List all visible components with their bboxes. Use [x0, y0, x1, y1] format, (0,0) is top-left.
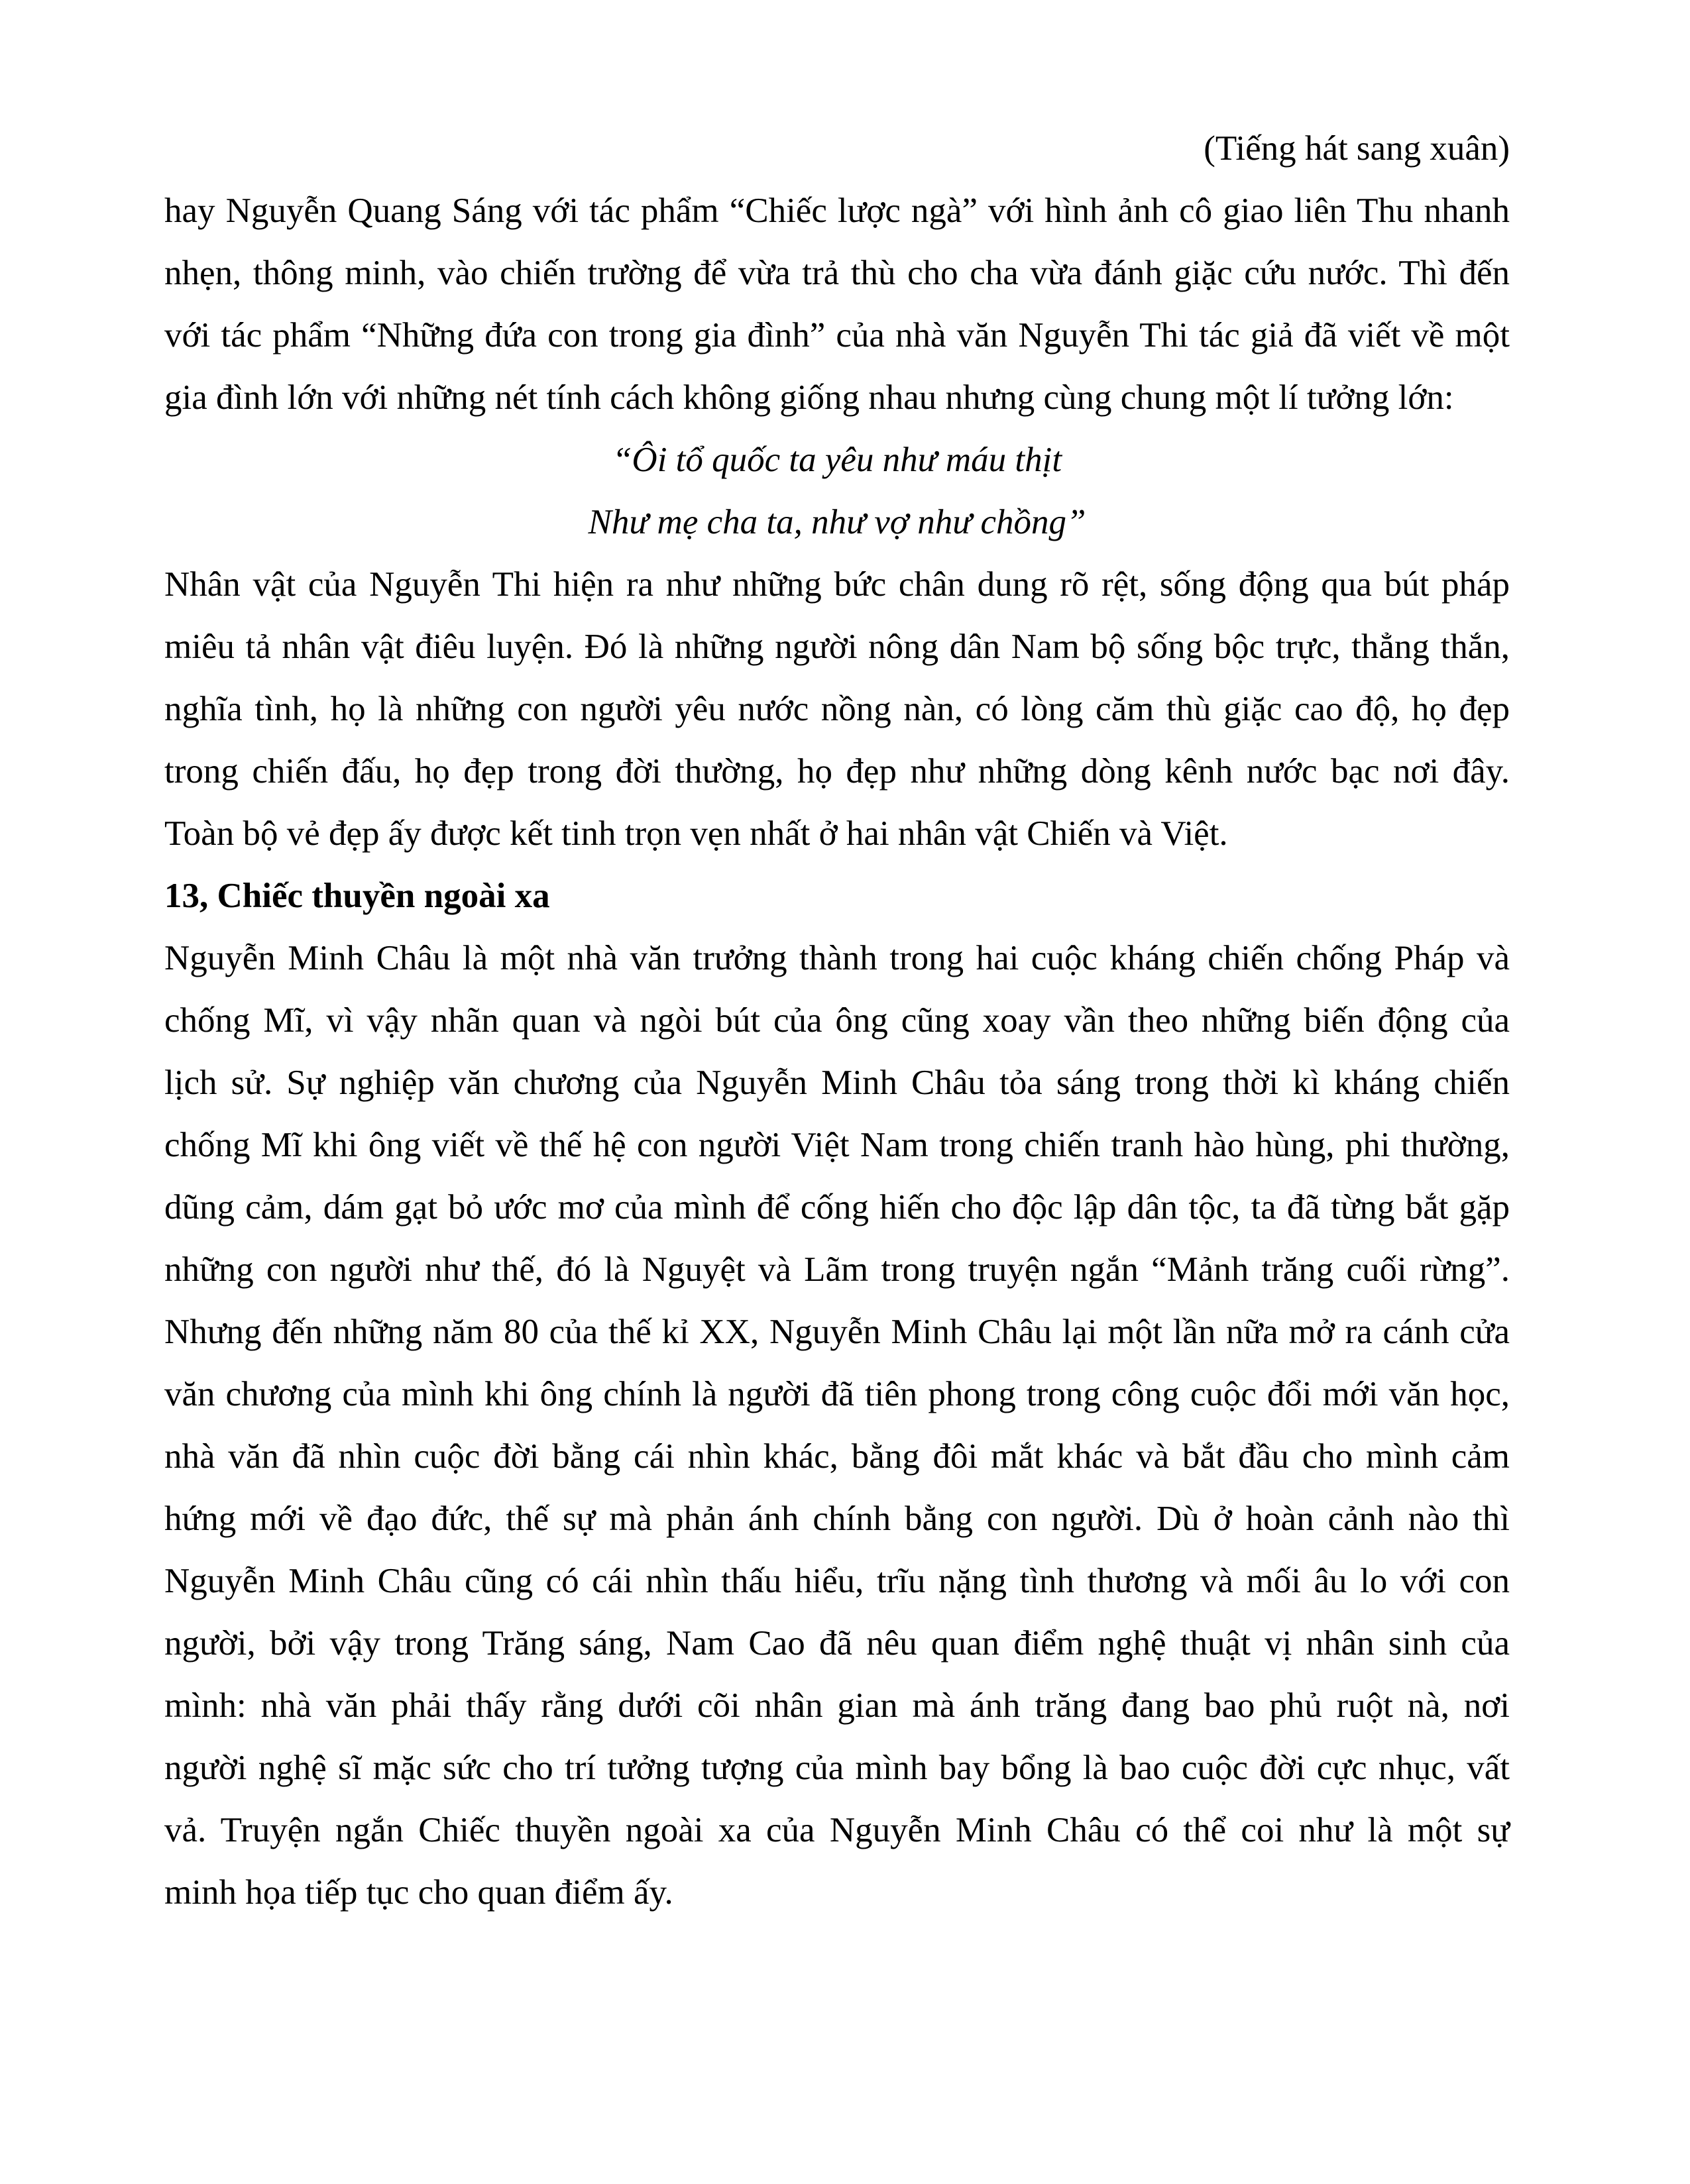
text-line: Nhưng đến những năm 80 của thế kỉ XX, Nguyễn Minh Châu lại một lần nữa mở ra cánh cửa — [164, 1313, 1510, 1351]
attribution-line: (Tiếng hát sang xuân) — [1204, 129, 1510, 168]
text-line: nghĩa tình, họ là những con người yêu nước nồng nàn, có lòng căm thù giặc cao độ, họ đẹp — [164, 690, 1510, 728]
text-line: vả. Truyện ngắn Chiếc thuyền ngoài xa của Nguyễn Minh Châu có thể coi như là một sự — [164, 1811, 1510, 1849]
text-line: hay Nguyễn Quang Sáng với tác phẩm “Chiếc lược ngà” với hình ảnh cô giao liên Thu nhanh — [164, 191, 1510, 230]
text-line: với tác phẩm “Những đứa con trong gia đình” của nhà văn Nguyễn Thi tác giả đã viết về một — [164, 316, 1510, 355]
text-line: nhà văn đã nhìn cuộc đời bằng cái nhìn khác, bằng đôi mắt khác và bắt đầu cho mình cảm — [164, 1437, 1510, 1476]
verse-line: “Ôi tổ quốc ta yêu như máu thịt — [612, 441, 1062, 479]
text-line: dũng cảm, dám gạt bỏ ước mơ của mình để cống hiến cho độc lập dân tộc, ta đã từng bắt gặp — [164, 1188, 1510, 1227]
section-heading: 13, Chiếc thuyền ngoài xa — [164, 877, 550, 915]
text-line: chống Mĩ khi ông viết về thế hệ con người Việt Nam trong chiến tranh hào hùng, phi thường, — [164, 1126, 1510, 1164]
text-line: hứng mới về đạo đức, thế sự mà phản ánh chính bằng con người. Dù ở hoàn cảnh nào thì — [164, 1500, 1510, 1538]
verse-line: Như mẹ cha ta, như vợ như chồng” — [588, 503, 1086, 541]
text-line: chống Mĩ, vì vậy nhãn quan và ngòi bút của ông cũng xoay vần theo những biến động của — [164, 1001, 1510, 1040]
document-body — [164, 117, 1510, 1924]
text-line: nhẹn, thông minh, vào chiến trường để vừa trả thù cho cha vừa đánh giặc cứu nước. Thì đến — [164, 254, 1510, 292]
text-line: Toàn bộ vẻ đẹp ấy được kết tinh trọn vẹn nhất ở hai nhân vật Chiến và Việt. — [164, 814, 1228, 853]
text-line: người, bởi vậy trong Trăng sáng, Nam Cao đã nêu quan điểm nghệ thuật vị nhân sinh của — [164, 1624, 1510, 1663]
text-line: minh họa tiếp tục cho quan điểm ấy. — [164, 1873, 673, 1912]
text-line: những con người như thế, đó là Nguyệt và Lãm trong truyện ngắn “Mảnh trăng cuối rừng”. — [164, 1250, 1510, 1289]
text-line: trong chiến đấu, họ đẹp trong đời thường, họ đẹp như những dòng kênh nước bạc nơi đây. — [164, 752, 1510, 791]
text-line: người nghệ sĩ mặc sức cho trí tưởng tượng của mình bay bổng là bao cuộc đời cực nhục, vất — [164, 1749, 1510, 1787]
text-line: gia đình lớn với những nét tính cách không giống nhau nhưng cùng chung một lí tưởng lớn: — [164, 378, 1454, 417]
text-line: Nguyễn Minh Châu là một nhà văn trưởng thành trong hai cuộc kháng chiến chống Pháp và — [164, 939, 1510, 977]
text-line: mình: nhà văn phải thấy rằng dưới cõi nhân gian mà ánh trăng đang bao phủ ruột nà, nơi — [164, 1686, 1510, 1725]
text-line: Nhân vật của Nguyễn Thi hiện ra như những bức chân dung rõ rệt, sống động qua bút pháp — [164, 565, 1510, 604]
text-line: miêu tả nhân vật điêu luyện. Đó là những người nông dân Nam bộ sống bộc trực, thẳng thắn, — [164, 628, 1510, 666]
text-line: Nguyễn Minh Châu cũng có cái nhìn thấu hiểu, trĩu nặng tình thương và mối âu lo với con — [164, 1562, 1510, 1600]
text-line: lịch sử. Sự nghiệp văn chương của Nguyễn Minh Châu tỏa sáng trong thời kì kháng chiến — [164, 1064, 1510, 1102]
text-line: văn chương của mình khi ông chính là người đã tiên phong trong công cuộc đổi mới văn học, — [164, 1375, 1510, 1413]
